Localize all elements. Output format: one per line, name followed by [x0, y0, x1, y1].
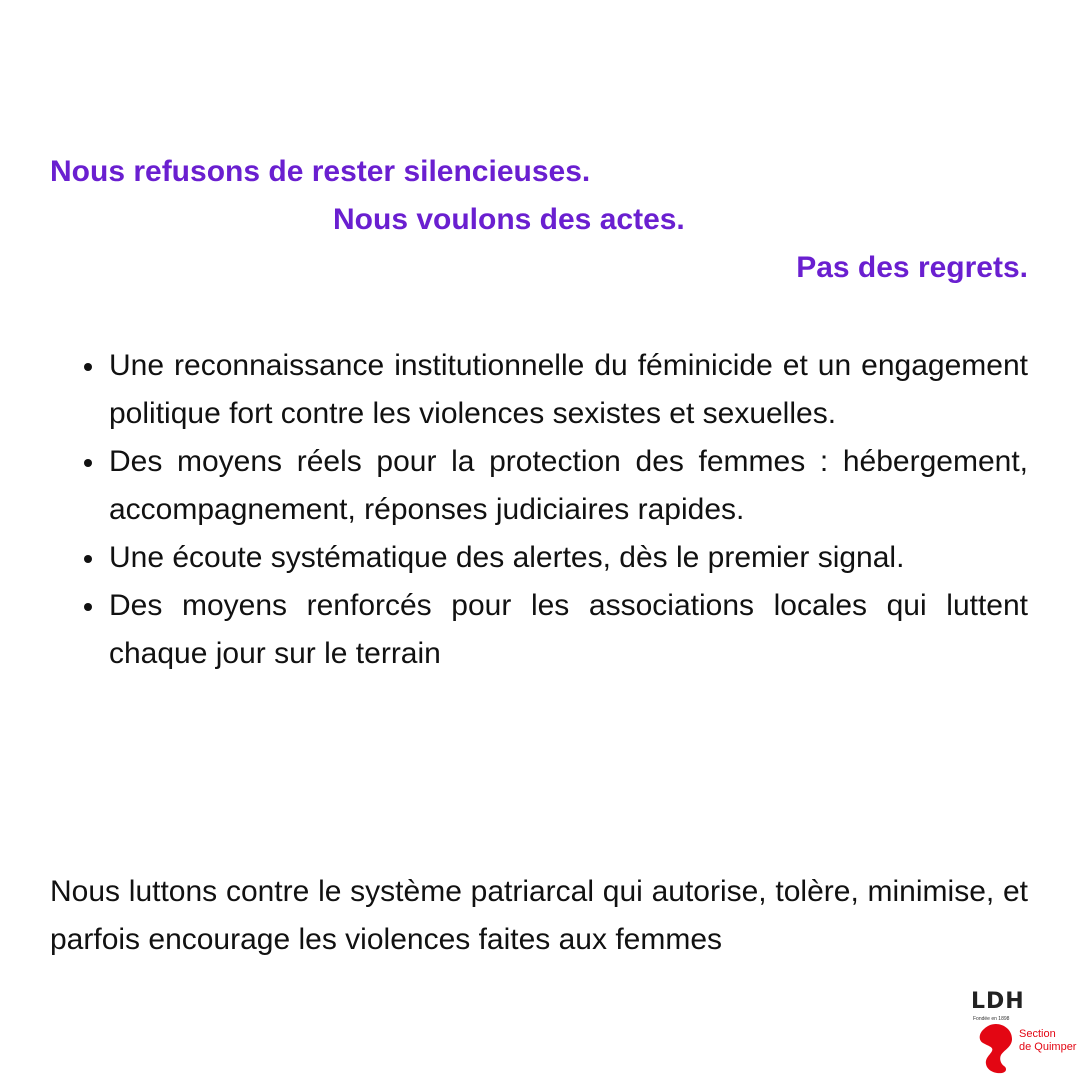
list-item	[80, 582, 1028, 678]
bullet-icon	[84, 555, 92, 563]
closing-statement: Nous luttons contre le système patriarcal qui autorise, tolère, minimise, et parfois encourage les violences faites aux femmes	[50, 875, 1028, 956]
logo-founded: Fondée en 1898	[973, 1016, 1010, 1022]
logo-section-line1: Section	[1019, 1028, 1056, 1040]
logo-section-label	[1019, 1028, 1076, 1054]
list-item	[80, 534, 1028, 582]
demand-text: Des moyens réels pour la protection des femmes : hébergement, accompagnement, réponses judiciaires rapides.	[109, 445, 1028, 526]
headline-actions: Nous voulons des actes.	[333, 203, 685, 236]
demand-text: Une reconnaissance institutionnelle du féminicide et un engagement politique fort contre les violences sexistes et sexuelles.	[109, 349, 1028, 430]
phrygian-cap-icon	[974, 1022, 1018, 1074]
bullet-icon	[84, 459, 92, 467]
demand-text: Des moyens renforcés pour les associations locales qui luttent chaque jour sur le terrain	[109, 589, 1028, 670]
bullet-icon	[84, 363, 92, 371]
headline-regrets: Pas des regrets.	[796, 251, 1028, 284]
ldh-logo	[970, 990, 1080, 1080]
demands-list	[80, 342, 1028, 678]
headline-silence: Nous refusons de rester silencieuses.	[50, 155, 591, 188]
list-item	[80, 342, 1028, 438]
list-item	[80, 438, 1028, 534]
logo-mark: LDH	[971, 989, 1025, 1014]
demand-text: Une écoute systématique des alertes, dès le premier signal.	[109, 541, 905, 574]
bullet-icon	[84, 603, 92, 611]
logo-section-line2: de Quimper	[1019, 1041, 1077, 1053]
